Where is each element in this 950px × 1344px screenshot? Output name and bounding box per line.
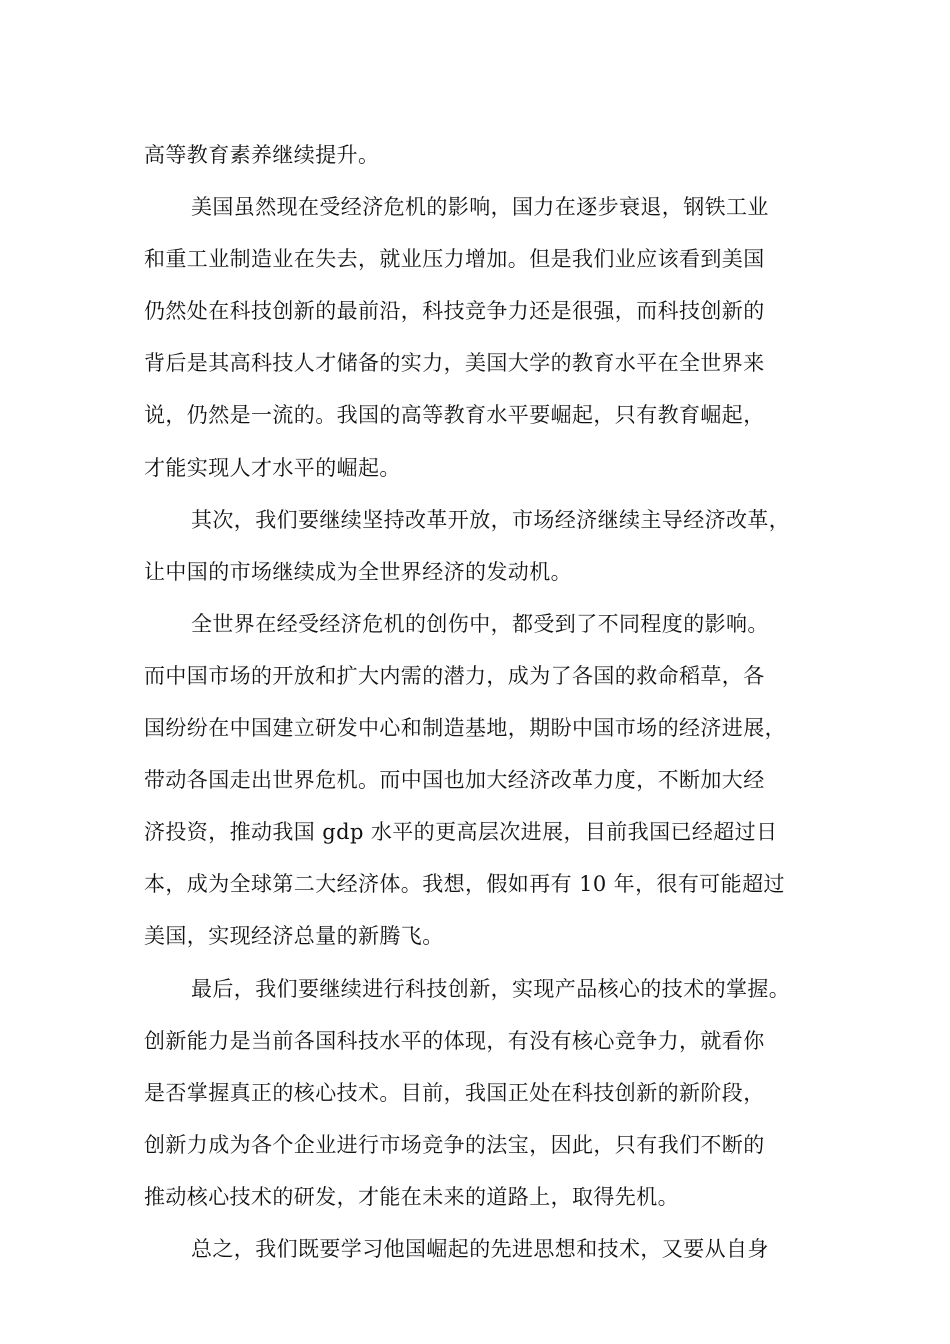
text-line: 美国，实现经济总量的新腾飞。 <box>144 924 444 949</box>
text-line: 是否掌握真正的核心技术。目前，我国正处在科技创新的新阶段， <box>144 1080 765 1105</box>
text-line: 全世界在经受经济危机的创伤中，都受到了不同程度的影响。 <box>191 611 769 636</box>
text-line: 仍然处在科技创新的最前沿，科技竞争力还是很强，而科技创新的 <box>144 299 765 324</box>
text-line: 创新能力是当前各国科技水平的体现，有没有核心竞争力，就看你 <box>144 1028 765 1053</box>
text-line: 推动核心技术的研发，才能在未来的道路上，取得先机。 <box>144 1184 679 1209</box>
text-line: 国纷纷在中国建立研发中心和制造基地，期盼中国市场的经济进展， <box>144 716 786 741</box>
document-body <box>144 129 824 1275</box>
text-line: 总之，我们既要学习他国崛起的先进思想和技术，又要从自身 <box>191 1236 769 1261</box>
text-line: 和重工业制造业在失去，就业压力增加。但是我们业应该看到美国 <box>144 247 765 272</box>
text-line: 背后是其高科技人才储备的实力，美国大学的教育水平在全世界来 <box>144 351 765 376</box>
text-line: 济投资，推动我国 gdp 水平的更高层次进展，目前我国已经超过日 <box>144 820 778 845</box>
text-line: 本，成为全球第二大经济体。我想，假如再有 10 年，很有可能超过 <box>144 872 785 897</box>
text-line: 才能实现人才水平的崛起。 <box>144 455 401 480</box>
text-line: 美国虽然现在受经济危机的影响，国力在逐步衰退，钢铁工业 <box>191 195 769 220</box>
text-line: 让中国的市场继续成为全世界经济的发动机。 <box>144 559 572 584</box>
text-line: 高等教育素养继续提升。 <box>144 143 380 167</box>
text-line: 说，仍然是一流的。我国的高等教育水平要崛起，只有教育崛起， <box>144 403 765 428</box>
text-line: 带动各国走出世界危机。而中国也加大经济改革力度，不断加大经 <box>144 768 765 793</box>
text-line: 其次，我们要继续坚持改革开放，市场经济继续主导经济改革， <box>191 507 791 532</box>
text-line: 而中国市场的开放和扩大内需的潜力，成为了各国的救命稻草，各 <box>144 663 765 688</box>
text-line: 创新力成为各个企业进行市场竞争的法宝，因此，只有我们不断的 <box>144 1132 765 1157</box>
text-line: 最后，我们要继续进行科技创新，实现产品核心的技术的掌握。 <box>191 976 791 1001</box>
